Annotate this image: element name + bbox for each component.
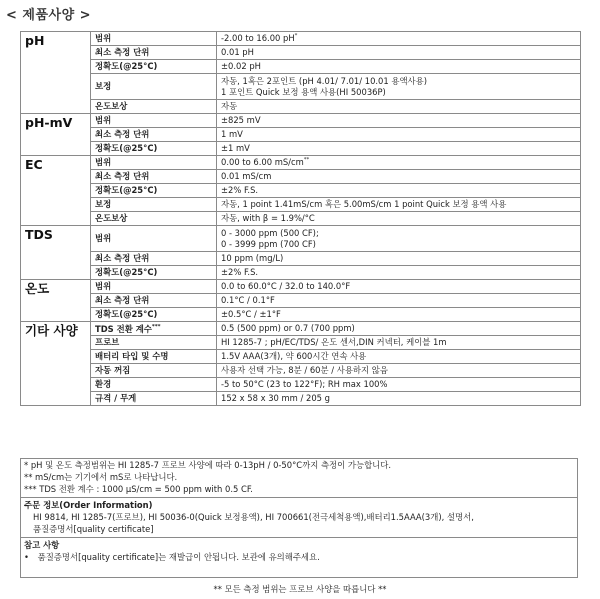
spec-label: [91, 336, 217, 350]
spec-label: [91, 308, 217, 322]
spec-label-text: 범위: [95, 157, 112, 167]
spec-value: [217, 280, 581, 294]
spec-value-text: 자동, with β = 1.9%/°C: [221, 213, 315, 223]
spec-label: [91, 378, 217, 392]
spec-value: [217, 294, 581, 308]
spec-label-text: 정확도(@25°C): [95, 61, 158, 71]
spec-row: [21, 142, 581, 156]
spec-value-text: 10 ppm (mg/L): [221, 253, 284, 263]
spec-label-text: 최소 측정 단위: [95, 253, 150, 263]
spec-value: [217, 364, 581, 378]
spec-row: [21, 252, 581, 266]
spec-label-text: 최소 측정 단위: [95, 129, 150, 139]
spec-label-text: 온도보상: [95, 213, 128, 223]
spec-value-text: 152 x 58 x 30 mm / 205 g: [221, 393, 330, 403]
spec-label-text: 정확도(@25°C): [95, 267, 158, 277]
spec-label: [91, 322, 217, 336]
spec-row: [21, 364, 581, 378]
spec-value: [217, 226, 581, 252]
spec-value-text: 0.5 (500 ppm) or 0.7 (700 ppm): [221, 323, 355, 333]
spec-row: [21, 294, 581, 308]
spec-value-text: HI 1285-7 ; pH/EC/TDS/ 온도 센서,DIN 커넥터, 케이블 1m: [221, 337, 447, 347]
spec-label-text: 범위: [95, 33, 112, 43]
spec-label-text: 프로브: [95, 337, 120, 347]
spec-value-text: -5 to 50°C (23 to 122°F); RH max 100%: [221, 379, 388, 389]
footnote-mark: *: [294, 33, 298, 40]
notes-box: [20, 458, 578, 578]
spec-label: [91, 280, 217, 294]
footnote-mark: **: [303, 157, 310, 164]
spec-value: [217, 46, 581, 60]
spec-table: [20, 31, 581, 406]
spec-row: [21, 226, 581, 252]
spec-value: [217, 156, 581, 170]
spec-label-text: 정확도(@25°C): [95, 185, 158, 195]
spec-label-text: 규격 / 무게: [95, 393, 137, 403]
spec-row: [21, 128, 581, 142]
spec-value: [217, 198, 581, 212]
spec-value-text: ±1 mV: [221, 143, 250, 153]
spec-label: [91, 252, 217, 266]
spec-value-line: 0 - 3999 ppm (700 CF): [221, 238, 316, 249]
spec-value-text: 사용자 선택 가능, 8분 / 60분 / 사용하지 않음: [221, 365, 388, 375]
reference-text: 품질증명서[quality certificate]는 재발급이 안됩니다. 보관에 유의해주세요.: [37, 552, 320, 562]
spec-label: [91, 350, 217, 364]
spec-label-text: 보정: [95, 81, 112, 91]
reference-title: 참고 사항: [24, 540, 60, 550]
spec-label: [91, 170, 217, 184]
spec-label: [91, 198, 217, 212]
spec-label-text: 최소 측정 단위: [95, 171, 150, 181]
spec-value-text: 1 mV: [221, 129, 243, 139]
spec-label: [91, 46, 217, 60]
spec-value: [217, 184, 581, 198]
spec-value-text: ±2% F.S.: [221, 267, 259, 277]
spec-value-line: 1 포인트 Quick 보정 용액 사용(HI 50036P): [221, 86, 386, 97]
spec-label-text: 범위: [95, 281, 112, 291]
spec-label: [91, 392, 217, 406]
spec-value: [217, 32, 581, 46]
spec-label: [91, 212, 217, 226]
spec-value-text: -2.00 to 16.00 pH: [221, 33, 295, 43]
section-category: 온도: [21, 280, 91, 322]
spec-row: [21, 378, 581, 392]
spec-value-text: 0.01 mS/cm: [221, 171, 272, 181]
spec-row: [21, 350, 581, 364]
spec-value-text: ±2% F.S.: [221, 185, 259, 195]
spec-row: [21, 322, 581, 336]
spec-row: [21, 392, 581, 406]
spec-row: [21, 156, 581, 170]
spec-value: [217, 142, 581, 156]
spec-row: [21, 46, 581, 60]
spec-value: [217, 60, 581, 74]
spec-label-text: TDS 전환 계수: [95, 323, 152, 334]
order-line: 품질증명서[quality certificate]: [33, 524, 154, 534]
spec-row: [21, 100, 581, 114]
spec-label-text: 배터리 타입 및 수명: [95, 351, 169, 361]
spec-label-text: 최소 측정 단위: [95, 295, 150, 305]
note-tds-factor: *** TDS 전환 계수 : 1000 µS/cm = 500 ppm with 0.5 CF.: [24, 484, 253, 494]
spec-row: [21, 212, 581, 226]
spec-label-text: 정확도(@25°C): [95, 143, 158, 153]
spec-value: [217, 266, 581, 280]
spec-label: [91, 114, 217, 128]
section-category: TDS: [21, 226, 91, 280]
spec-value-text: 자동, 1 point 1.41mS/cm 혹은 5.00mS/cm 1 point Quick 보정 용액 사용: [221, 199, 507, 209]
note-ec-unit: ** mS/cm는 기기에서 mS로 나타납니다.: [24, 472, 178, 482]
footnote-mark: ***: [151, 324, 161, 331]
spec-row: [21, 336, 581, 350]
spec-row: [21, 32, 581, 46]
spec-row: [21, 60, 581, 74]
section-category: pH: [21, 32, 91, 114]
spec-label-text: 보정: [95, 199, 112, 209]
divider: [21, 497, 577, 498]
spec-value: [217, 114, 581, 128]
spec-value: [217, 336, 581, 350]
order-line: HI 9814, HI 1285-7(프로브), HI 50036-0(Quick 보정용액), HI 700661(전극세척용액),배터리1.5AAA(3개), 설명서,: [33, 512, 474, 522]
spec-value-text: ±0.5°C / ±1°F: [221, 309, 281, 319]
spec-row: [21, 170, 581, 184]
section-category: EC: [21, 156, 91, 226]
spec-value: [217, 170, 581, 184]
spec-value-text: ±825 mV: [221, 115, 261, 125]
spec-row: [21, 74, 581, 100]
spec-value: [217, 128, 581, 142]
spec-value-line: 0 - 3000 ppm (500 CF);: [221, 227, 319, 238]
spec-label-text: 자동 꺼짐: [95, 365, 131, 375]
spec-value-line: 자동, 1혹은 2포인트 (pH 4.01/ 7.01/ 10.01 용액사용): [221, 75, 428, 86]
footer-note: ** 모든 측정 범위는 프로브 사양을 따릅니다 **: [213, 584, 387, 594]
spec-value: [217, 392, 581, 406]
spec-label: [91, 226, 217, 252]
spec-label: [91, 100, 217, 114]
order-title: 주문 정보(Order Information): [24, 500, 153, 510]
reference-item: [21, 551, 577, 563]
spec-label: [91, 142, 217, 156]
page-title: < 제품사양 >: [6, 8, 92, 23]
spec-value: [217, 350, 581, 364]
spec-value: [217, 212, 581, 226]
spec-label: [91, 184, 217, 198]
spec-label-text: 범위: [95, 233, 112, 243]
spec-label-text: 정확도(@25°C): [95, 309, 158, 319]
spec-value: [217, 100, 581, 114]
spec-label-text: 최소 측정 단위: [95, 47, 150, 57]
spec-label: [91, 294, 217, 308]
spec-value: [217, 322, 581, 336]
note-ph-range: * pH 및 온도 측정범위는 HI 1285-7 프로브 사양에 따라 0-13pH / 0-50°C까지 측정이 가능합니다.: [24, 460, 391, 470]
spec-value-text: 0.01 pH: [221, 47, 254, 57]
spec-value-text: ±0.02 pH: [221, 61, 261, 71]
spec-value-text: 1.5V AAA(3개), 약 600시간 연속 사용: [221, 351, 367, 361]
spec-row: [21, 114, 581, 128]
spec-label: [91, 74, 217, 100]
spec-label-text: 환경: [95, 379, 112, 389]
spec-value-text: 0.00 to 6.00 mS/cm: [221, 157, 304, 167]
spec-value: [217, 308, 581, 322]
spec-row: [21, 280, 581, 294]
spec-value: [217, 378, 581, 392]
section-category: 기타 사양: [21, 322, 91, 406]
spec-value: [217, 74, 581, 100]
spec-label: [91, 364, 217, 378]
spec-value-text: 0.0 to 60.0°C / 32.0 to 140.0°F: [221, 281, 351, 291]
bullet-icon: •: [24, 552, 29, 562]
spec-label: [91, 156, 217, 170]
spec-label-text: 온도보상: [95, 101, 128, 111]
spec-label: [91, 32, 217, 46]
spec-label-text: 범위: [95, 115, 112, 125]
spec-value: [217, 252, 581, 266]
spec-row: [21, 198, 581, 212]
spec-row: [21, 184, 581, 198]
spec-label: [91, 266, 217, 280]
spec-value-text: 자동: [221, 101, 238, 111]
spec-row: [21, 308, 581, 322]
spec-label: [91, 60, 217, 74]
section-category: pH-mV: [21, 114, 91, 156]
spec-row: [21, 266, 581, 280]
spec-value-text: 0.1°C / 0.1°F: [221, 295, 275, 305]
spec-label: [91, 128, 217, 142]
divider: [21, 537, 577, 538]
